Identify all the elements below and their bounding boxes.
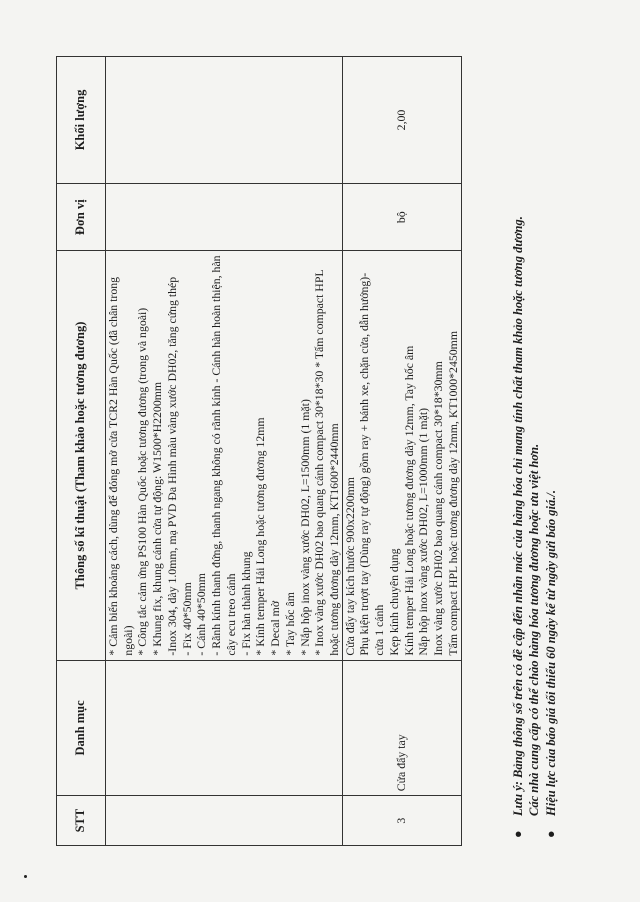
- cell-qty: 2,00: [342, 57, 461, 184]
- table-row: [106, 57, 343, 846]
- spec-line: - Cánh 40*50mm: [194, 573, 209, 656]
- spec-line: cây ecu treo cánh: [223, 573, 238, 656]
- spec-line: Kính temper Hải Long hoặc tương đương dày 12mm, Tay hốc âm: [401, 345, 416, 656]
- note-text: Các nhà cung cấp có thể chào hàng hóa tương đương hoặc ưu việt hơn.: [527, 443, 542, 816]
- table-row: [342, 57, 461, 846]
- table-header-row: [57, 57, 106, 846]
- spec-line: * Inox vàng xước DH02 bao quang cánh compact 30*18*30 * Tấm compact HPL: [312, 269, 327, 656]
- note-item: [510, 52, 543, 842]
- cell-stt: 3: [342, 796, 461, 846]
- spec-line: -Inox 304, dày 1.0mm, mạ PVD Đa Hình màu vàng xước DH02, tăng cứng thép: [164, 276, 179, 656]
- spec-line: * Khung fix, khung cánh cửa tự động: W1500*H2200mm: [150, 381, 165, 656]
- cell-stt: [106, 796, 343, 846]
- cell-name: [106, 660, 343, 796]
- notes: [510, 52, 559, 842]
- spec-line: * Nắp hộp inox vàng xước DH02, L=1500mm (1 mặt): [297, 399, 312, 656]
- cell-unit: bộ: [342, 183, 461, 250]
- scan-speck: [24, 875, 27, 878]
- cell-spec: [342, 251, 461, 660]
- spec-line: hoặc tương đương dày 12mm, KT1600*2440mm: [327, 423, 342, 656]
- cell-qty: [106, 57, 343, 184]
- cell-spec: [106, 251, 343, 660]
- spec-line: - Fix hàn thành khung: [238, 551, 253, 656]
- spec-line: Tấm compact HPL hoặc tương đương dày 12mm, KT1000*2450mm: [445, 331, 460, 656]
- cell-name: Cửa đẩy tay: [342, 660, 461, 796]
- spec-line: - Fix 40*50mm: [179, 582, 194, 656]
- header-name: Danh mục: [57, 660, 106, 796]
- bullet-icon: ●: [511, 830, 525, 838]
- header-qty: Khối lượng: [57, 57, 106, 184]
- spec-line: Phụ kiện trượt tay (Dùng ray tự động) gồm ray + bánh xe, chặn cửa, dẫn hướng)-: [357, 272, 372, 656]
- cell-unit: [106, 183, 343, 250]
- spec-line: Nắp hộp inox vàng xước DH02, L=1000mm (1 mặt): [416, 407, 431, 656]
- note-item: [543, 52, 559, 842]
- spec-line: Kẹp kính chuyên dụng: [386, 548, 401, 656]
- note-text: Hiệu lực của báo giá tối thiểu 60 ngày kể từ ngày gửi báo giá./.: [543, 490, 558, 816]
- spec-line: Cửa đẩy tay kích thước 900x2200mm: [342, 477, 357, 656]
- header-spec: Thông số kĩ thuật (Tham khảo hoặc tương đương): [57, 251, 106, 660]
- spec-line: Inox vàng xước DH02 bao quang cánh compact 30*18*30mm: [431, 361, 446, 656]
- spec-line: * Công tắc cảm ứng PS100 Hàn Quốc hoặc tương đương (trong và ngoài): [135, 307, 150, 656]
- spec-line: * Cảm biến khoảng cách, dùng để đóng mở cửa TCR2 Hàn Quốc (đã chân trong: [106, 276, 120, 656]
- spec-line: * Decal mờ: [268, 600, 283, 656]
- spec-line: * Kính temper Hải Long hoặc tương đương 12mm: [253, 417, 268, 656]
- header-unit: Đơn vị: [57, 183, 106, 250]
- spec-line: * Tay hốc âm: [282, 592, 297, 656]
- bullet-icon: ●: [543, 830, 558, 838]
- note-text: Lưu ý: Bảng thông số trên có đề cập đến nhãn mác của hàng hóa chỉ mang tính chất tham khảo hoặc tương đương.: [511, 216, 525, 816]
- spec-line: ngoài): [120, 625, 135, 656]
- header-stt: STT: [57, 796, 106, 846]
- spec-line: cửa 1 cánh: [372, 604, 387, 656]
- spec-line: - Rãnh kính thanh đứng, thanh ngang không có rãnh kính - Cánh hàn hoàn thiện, hàn: [209, 255, 224, 656]
- spec-table: [56, 56, 462, 846]
